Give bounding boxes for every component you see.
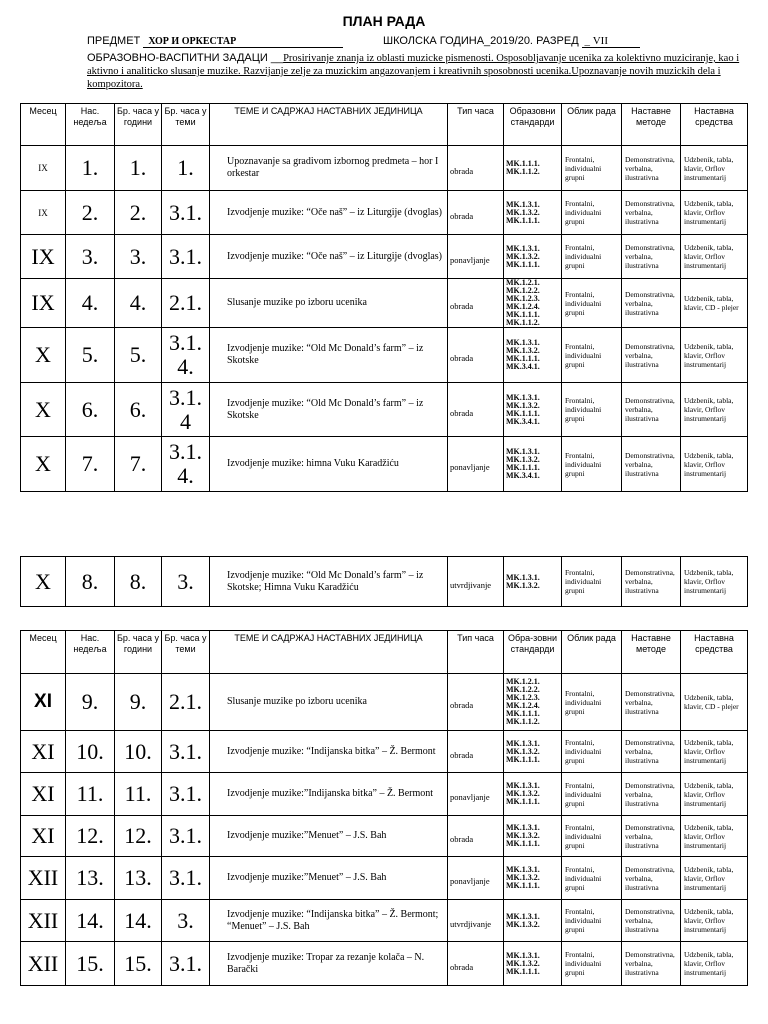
standards-cell [504,437,562,492]
lesson-type-cell: obrada [448,383,504,437]
topic-cell: Upoznavanje sa gradivom izbornog predmeta – hor I orkestar [210,146,448,191]
topic-cell: Slusanje muzike po izboru ucenika [210,279,448,328]
standards-cell [504,773,562,816]
methods-cell: Demonstrativna, verbalna, ilustrativna [622,816,681,857]
standard-code: MK.1.2.4. [506,701,540,710]
work-form-cell: Frontalni, individualni grupni [562,191,622,235]
standards-cell [504,557,562,607]
lesson-year-cell: 2. [115,191,162,235]
means-cell: Udzbenik, tabla, klavir, Orflov instrumentarij [681,437,748,492]
lesson-year-cell: 15. [115,942,162,986]
week-cell: 12. [66,816,115,857]
table-row [21,731,748,773]
standards-cell [504,731,562,773]
table-header-row [21,104,748,146]
means-cell: Udzbenik, tabla, klavir, Orflov instrumentarij [681,328,748,383]
standard-code: MK.1.3.1. [506,823,540,832]
lesson-year-cell: 13. [115,857,162,900]
lesson-year-cell: 14. [115,900,162,942]
standard-code: MK.1.3.2. [506,873,540,882]
standard-code: MK.1.3.1. [506,338,540,347]
standard-code: MK.1.3.1. [506,392,540,402]
standard-code: MK.1.3.1. [506,738,540,748]
month-cell: XI [21,731,66,773]
week-cell: 9. [66,674,115,731]
work-form-cell: Frontalni, individualni grupni [562,437,622,492]
table-row [21,857,748,900]
plan-table-1 [20,103,748,492]
lesson-topic-cell: 3.1. 4 [162,383,210,437]
topic-cell: Izvodjenje muzike: “Oče naš” – iz Liturgije (dvoglas) [210,235,448,279]
topic-cell: Izvodjenje muzike: “Old Mc Donald’s farm” – iz Skotske [210,383,448,437]
standard-code: MK.1.1.1. [506,881,540,890]
table-row [21,557,748,607]
standards-cell [504,942,562,986]
means-cell: Udzbenik, tabla, klavir, Orflov instrumentarij [681,191,748,235]
means-cell: Udzbenik, tabla, klavir, Orflov instrumentarij [681,942,748,986]
lesson-year-cell: 7. [115,437,162,492]
lesson-topic-cell: 3.1. [162,857,210,900]
work-form-cell: Frontalni, individualni grupni [562,279,622,328]
week-cell: 14. [66,900,115,942]
means-cell: Udzbenik, tabla, klavir, Orflov instrumentarij [681,383,748,437]
col-topics-header: ТЕМЕ И САДРЖАЈ НАСТАВНИХ ЈЕДИНИЦА [210,631,448,674]
lesson-topic-cell: 1. [162,146,210,191]
standard-code: MK.1.2.4. [506,302,540,311]
col-month-header: Месец [21,631,66,674]
methods-cell: Demonstrativna, verbalna, ilustrativna [622,279,681,328]
lesson-year-cell: 1. [115,146,162,191]
work-form-cell: Frontalni, individualni grupni [562,773,622,816]
standard-code: MK.1.1.1. [506,839,540,848]
tasks-text: Prosirivanje znanja iz oblasti muzicke pismenosti. Osposobljavanje ucenika za kolektivno muziciranje, kao i aktivno i analiticko slusanje muzike. Razvijanje zelje za muzickim angazovanjem i kreativnih sposobnosti ucenika.Upoznavanje novih muzickih dela i kompozitora. [87,53,740,90]
col-month-header: Месец [21,104,66,146]
month-cell: IX [21,191,66,235]
lesson-topic-cell: 3.1. [162,191,210,235]
table-row [21,279,748,328]
topic-cell: Izvodjenje muzike: himna Vuku Karadžiću [210,437,448,492]
week-cell: 3. [66,235,115,279]
topic-cell: Izvodjenje muzike:”Menuet” – J.S. Bah [210,816,448,857]
month-cell: X [21,328,66,383]
standards-cell [504,674,562,731]
month-cell: XI [21,674,66,731]
school-year-label: ШКОЛСКА ГОДИНА_2019/20. [383,35,533,47]
week-cell: 13. [66,857,115,900]
means-cell: Udzbenik, tabla, klavir, Orflov instrumentarij [681,857,748,900]
methods-cell: Demonstrativna, verbalna, ilustrativna [622,437,681,492]
means-cell: Udzbenik, tabla, klavir, Orflov instrumentarij [681,900,748,942]
methods-cell: Demonstrativna, verbalna, ilustrativna [622,328,681,383]
work-form-cell: Frontalni, individualni grupni [562,235,622,279]
table-row [21,900,748,942]
standards-cell [504,235,562,279]
lesson-type-cell: utvrdjivanje [448,557,504,607]
lesson-type-cell: obrada [448,279,504,328]
standard-code: MK.1.1.1. [506,463,540,472]
lesson-type-cell: ponavljanje [448,857,504,900]
month-cell: X [21,437,66,492]
lesson-topic-cell: 2.1. [162,279,210,328]
plan-table-3 [20,630,748,986]
standard-code: MK.1.1.1. [506,354,540,363]
month-cell: XI [21,773,66,816]
standard-code: MK.1.1.1. [506,754,540,764]
topic-cell: Izvodjenje muzike:”Menuet” – J.S. Bah [210,857,448,900]
lesson-year-cell: 9. [115,674,162,731]
lesson-type-cell: obrada [448,191,504,235]
table-row [21,773,748,816]
standard-code: MK.1.2.3. [506,294,540,303]
table-header-row [21,631,748,674]
lesson-type-cell: obrada [448,816,504,857]
week-cell: 10. [66,731,115,773]
table-row [21,816,748,857]
col-lesson-year-header: Бр. часа у години [115,104,162,146]
subject-line [87,35,343,48]
lesson-year-cell: 12. [115,816,162,857]
lesson-type-cell: ponavljanje [448,773,504,816]
week-cell: 5. [66,328,115,383]
week-cell: 6. [66,383,115,437]
lesson-type-cell: utvrdjivanje [448,900,504,942]
subject-value: ХОР И ОРКЕСТАР [143,36,343,48]
standard-code: MK.1.2.3. [506,693,540,702]
means-cell: Udzbenik, tabla, klavir, CD - plejer [681,279,748,328]
lesson-type-cell: obrada [448,731,504,773]
lesson-topic-cell: 3.1. 4. [162,437,210,492]
col-lesson-year-header: Бр. часа у години [115,631,162,674]
lesson-topic-cell: 3.1. 4. [162,328,210,383]
standards-cell [504,900,562,942]
standard-code: MK.1.3.1. [506,950,540,960]
table-row [21,674,748,731]
lesson-type-cell: ponavljanje [448,235,504,279]
standard-code: MK.1.3.2. [506,207,540,217]
standard-code: MK.1.3.2. [506,789,540,798]
month-cell: XII [21,942,66,986]
lesson-year-cell: 5. [115,328,162,383]
standard-code: MK.1.3.2. [506,746,540,756]
grade-value: _ VII [582,35,640,48]
standard-code: MK.1.3.2. [506,400,540,410]
lesson-topic-cell: 2.1. [162,674,210,731]
standard-code: MK.1.3.2. [506,580,540,590]
lesson-year-cell: 6. [115,383,162,437]
topic-cell: Izvodjenje muzike: “Indijanska bitka” – Ž. Bermont [210,731,448,773]
year-grade-line [383,35,640,48]
table-row [21,235,748,279]
topic-cell: Izvodjenje muzike:”Indijanska bitka” – Ž. Bermont [210,773,448,816]
standard-code: MK.1.3.1. [506,911,540,921]
topic-cell: Izvodjenje muzike: “Old Mc Donald’s farm” – iz Skotske; Himna Vuku Karadžiću [210,557,448,607]
standard-code: MK.1.3.1. [506,199,540,209]
lesson-type-cell: obrada [448,942,504,986]
month-cell: IX [21,146,66,191]
methods-cell: Demonstrativna, verbalna, ilustrativna [622,731,681,773]
means-cell: Udzbenik, tabla, klavir, Orflov instrumentarij [681,557,748,607]
methods-cell: Demonstrativna, verbalna, ilustrativna [622,773,681,816]
lesson-type-cell: obrada [448,674,504,731]
lesson-type-cell: obrada [448,146,504,191]
table-row [21,383,748,437]
work-form-cell: Frontalni, individualni grupni [562,731,622,773]
standard-code: MK.1.3.1. [506,781,540,790]
standard-code: MK.1.1.1. [506,215,540,225]
means-cell: Udzbenik, tabla, klavir, Orflov instrumentarij [681,816,748,857]
work-form-cell: Frontalni, individualni grupni [562,328,622,383]
col-week-header: Нас. недеља [66,104,115,146]
standard-code: MK.3.4.1. [506,416,540,426]
topic-cell: Izvodjenje muzike: “Oče naš” – iz Liturgije (dvoglas) [210,191,448,235]
standard-code: MK.1.1.2. [506,318,540,327]
standards-cell [504,816,562,857]
standard-code: MK.1.1.1. [506,310,540,319]
col-standards-header: Образовни стандарди [504,104,562,146]
table-row [21,437,748,492]
lesson-year-cell: 8. [115,557,162,607]
table-row [21,328,748,383]
tasks-label: ОБРАЗОВНО-ВАСПИТНИ ЗАДАЦИ [87,52,268,64]
means-cell: Udzbenik, tabla, klavir, Orflov instrumentarij [681,146,748,191]
standard-code: MK.1.3.1. [506,243,540,253]
week-cell: 15. [66,942,115,986]
standard-code: MK.3.4.1. [506,471,540,480]
work-form-cell: Frontalni, individualni grupni [562,674,622,731]
lesson-type-cell: ponavljanje [448,437,504,492]
standard-code: MK.1.3.1. [506,865,540,874]
col-methods-header: Наставне методе [622,104,681,146]
standard-code: MK.1.1.1. [506,159,540,168]
col-week-header: Нас. недеља [66,631,115,674]
standard-code: MK.1.2.1. [506,278,540,287]
lesson-topic-cell: 3. [162,557,210,607]
col-work-form-header: Облик рада [562,104,622,146]
col-methods-header: Наставне методе [622,631,681,674]
methods-cell: Demonstrativna, verbalna, ilustrativna [622,191,681,235]
grade-label: РАЗРЕД [536,35,579,47]
lesson-topic-cell: 3.1. [162,235,210,279]
standard-code: MK.1.1.1. [506,408,540,418]
month-cell: X [21,557,66,607]
col-topics-header: ТЕМЕ И САДРЖАЈ НАСТАВНИХ ЈЕДИНИЦА [210,104,448,146]
standard-code: MK.1.2.2. [506,685,540,694]
standard-code: MK.1.1.2. [506,717,540,726]
standard-code: MK.1.3.2. [506,919,540,929]
standards-cell [504,328,562,383]
month-cell: XI [21,816,66,857]
table-row [21,146,748,191]
standard-code: MK.1.3.2. [506,251,540,261]
col-standards-header: Обра-зовни стандарди [504,631,562,674]
col-lesson-type-header: Тип часа [448,104,504,146]
educational-tasks: ОБРАЗОВНО-ВАСПИТНИ ЗАДАЦИ __Prosirivanje znanja iz oblasti muzicke pismenosti. Osposobljavanje ucenika za kolektivno muziciranje, kao i aktivno i analiticko slusanje muzike. Razvijanje zelje za muzickim angazovanjem i kreativnih sposobnosti ucenika.Upoznavanje novih muzickih dela i kompozitora. [87,52,740,90]
col-means-header: Наставна средства [681,104,748,146]
lesson-year-cell: 10. [115,731,162,773]
standards-cell [504,857,562,900]
lesson-year-cell: 11. [115,773,162,816]
methods-cell: Demonstrativna, verbalna, ilustrativna [622,942,681,986]
week-cell: 11. [66,773,115,816]
subject-label: ПРЕДМЕТ [87,35,141,47]
methods-cell: Demonstrativna, verbalna, ilustrativna [622,900,681,942]
col-means-header: Наставна средства [681,631,748,674]
month-cell: IX [21,279,66,328]
standards-cell [504,279,562,328]
page-title: ПЛАН РАДА [342,13,426,29]
work-form-cell: Frontalni, individualni grupni [562,557,622,607]
week-cell: 2. [66,191,115,235]
table-row [21,191,748,235]
topic-cell: Izvodjenje muzike: Tropar za rezanje kolača – N. Barački [210,942,448,986]
methods-cell: Demonstrativna, verbalna, ilustrativna [622,146,681,191]
standard-code: MK.1.1.1. [506,966,540,976]
col-lesson-topic-header: Бр. часа у теми [162,104,210,146]
standard-code: MK.1.1.1. [506,709,540,718]
lesson-topic-cell: 3.1. [162,942,210,986]
lesson-year-cell: 4. [115,279,162,328]
means-cell: Udzbenik, tabla, klavir, CD - plejer [681,674,748,731]
col-lesson-type-header: Тип часа [448,631,504,674]
standard-code: MK.1.3.2. [506,455,540,464]
topic-cell: Izvodjenje muzike: “Indijanska bitka” – Ž. Bermont; “Menuet” – J.S. Bah [210,900,448,942]
methods-cell: Demonstrativna, verbalna, ilustrativna [622,383,681,437]
col-work-form-header: Облик рада [562,631,622,674]
standards-cell [504,146,562,191]
standard-code: MK.1.3.1. [506,447,540,456]
standards-cell [504,383,562,437]
month-cell: XII [21,857,66,900]
month-cell: IX [21,235,66,279]
month-cell: X [21,383,66,437]
methods-cell: Demonstrativna, verbalna, ilustrativna [622,857,681,900]
week-cell: 8. [66,557,115,607]
methods-cell: Demonstrativna, verbalna, ilustrativna [622,674,681,731]
standard-code: MK.1.3.1. [506,572,540,582]
work-form-cell: Frontalni, individualni grupni [562,816,622,857]
work-form-cell: Frontalni, individualni grupni [562,857,622,900]
standard-code: MK.1.3.2. [506,831,540,840]
means-cell: Udzbenik, tabla, klavir, Orflov instrumentarij [681,731,748,773]
standard-code: MK.1.2.1. [506,677,540,686]
standards-cell [504,191,562,235]
standard-code: MK.1.1.1. [506,259,540,269]
lesson-topic-cell: 3.1. [162,773,210,816]
work-form-cell: Frontalni, individualni grupni [562,146,622,191]
work-form-cell: Frontalni, individualni grupni [562,383,622,437]
lesson-type-cell: obrada [448,328,504,383]
standard-code: MK.1.1.2. [506,167,540,176]
methods-cell: Demonstrativna, verbalna, ilustrativna [622,557,681,607]
table-row [21,942,748,986]
means-cell: Udzbenik, tabla, klavir, Orflov instrumentarij [681,773,748,816]
week-cell: 1. [66,146,115,191]
lesson-topic-cell: 3.1. [162,731,210,773]
methods-cell: Demonstrativna, verbalna, ilustrativna [622,235,681,279]
lesson-topic-cell: 3.1. [162,816,210,857]
standard-code: MK.1.1.1. [506,797,540,806]
standard-code: MK.3.4.1. [506,362,540,371]
work-form-cell: Frontalni, individualni grupni [562,942,622,986]
week-cell: 7. [66,437,115,492]
standard-code: MK.1.2.2. [506,286,540,295]
topic-cell: Slusanje muzike po izboru ucenika [210,674,448,731]
col-lesson-topic-header: Бр. часа у теми [162,631,210,674]
lesson-topic-cell: 3. [162,900,210,942]
standard-code: MK.1.3.2. [506,346,540,355]
means-cell: Udzbenik, tabla, klavir, Orflov instrumentarij [681,235,748,279]
standard-code: MK.1.3.2. [506,958,540,968]
week-cell: 4. [66,279,115,328]
work-form-cell: Frontalni, individualni grupni [562,900,622,942]
plan-table-2 [20,556,748,607]
month-cell: XII [21,900,66,942]
lesson-year-cell: 3. [115,235,162,279]
topic-cell: Izvodjenje muzike: “Old Mc Donald’s farm” – iz Skotske [210,328,448,383]
